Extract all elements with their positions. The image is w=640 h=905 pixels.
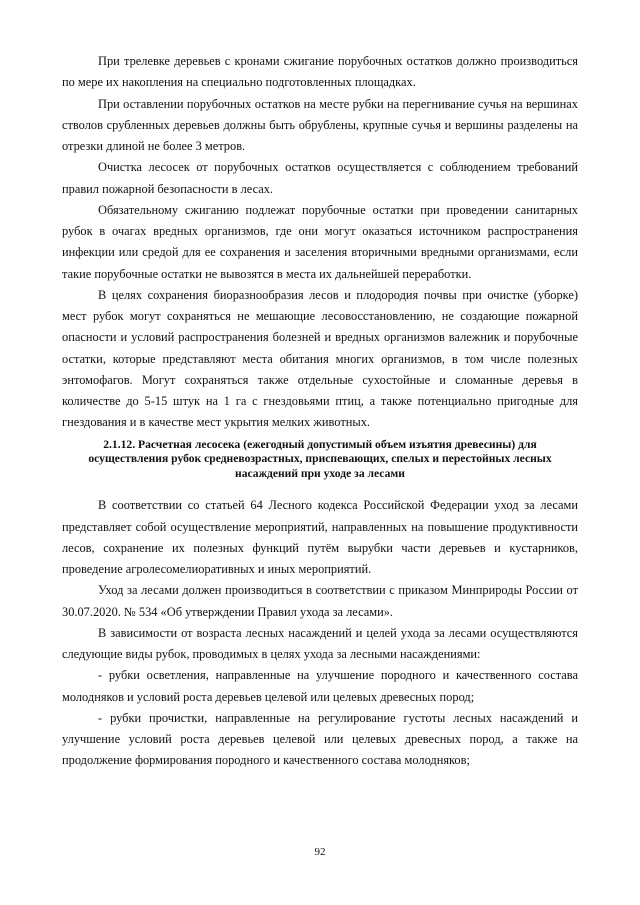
page-number: 92 bbox=[314, 846, 326, 858]
page-body bbox=[62, 51, 578, 772]
paragraph-order-534: Уход за лесами должен производиться в соответствии с приказом Минприроды России от 30.07.2020. № 534 «Об утверждении Правил ухода за лесами». bbox=[62, 583, 578, 619]
list-item-cleaning-cuttings: - рубки прочистки, направленные на регулирование густоты лесных насаждений и улучшение условий роста деревьев целевой или целевых древесных пород, а также на продолжение формирования породного и качественного состава молодняков; bbox=[62, 710, 578, 768]
paragraph-biodiversity: В целях сохранения биоразнообразия лесов и плодородия почвы при очистке (уборке) мест рубок могут сохраняться не мешающие лесовосстановлению, не создающие пожарной опасности и условий распространения болезней и вредных организмов валежник и порубочные остатки, которые представляют места обитания многих организмов, в том числе полезных энтомофагов. Могут сохраняться также отдельные сухостойные и сломанные деревья в количестве до 5-15 штук на 1 га с гнездовьями птиц, а также потенциально пригодные для гнездования и в качестве мест укрытия мелких животных. bbox=[62, 287, 578, 430]
paragraph-mandatory-burning: Обязательному сжиганию подлежат порубочные остатки при проведении санитарных рубок в очагах вредных организмов, где они могут оказаться источником распространения инфекции или средой для ее сохранения и заселения вторичными вредными организмами, если такие порубочные остатки не вывозятся в места их дальнейшей переработки. bbox=[62, 202, 578, 281]
paragraph-forest-code-article: В соответствии со статьей 64 Лесного кодекса Российской Федерации уход за лесами представляет собой осуществление мероприятий, направленных на повышение продуктивности лесов, сохранение их полезных функций путём вырубки части деревьев и кустарников, проведение агролесомелиоративных и иных мероприятий. bbox=[62, 498, 578, 577]
paragraph-leaving-residues: При оставлении порубочных остатков на месте рубки на перегнивание сучья на вершинах стволов срубленных деревьев должны быть обрублены, крупные сучья и вершины разделены на отрезки длиной не более 3 метров. bbox=[62, 96, 578, 153]
paragraph-types-of-thinning: В зависимости от возраста лесных насаждений и целей ухода за лесами осуществляются следующие виды рубок, проводимых в целях ухода за лесными насаждениями: bbox=[62, 625, 578, 662]
paragraph-cleaning-fire-safety: Очистка лесосек от порубочных остатков осуществляется с соблюдением требований правил пожарной безопасности в лесах. bbox=[62, 160, 578, 196]
heading-spacer bbox=[62, 487, 578, 495]
list-item-clearing-cuttings: - рубки осветления, направленные на улучшение породного и качественного состава молодняков и условий роста деревьев целевой или целевых древесных пород; bbox=[62, 668, 578, 704]
section-heading: 2.1.12. Расчетная лесосека (ежегодный допустимый объем изъятия древесины) для осуществления рубок средневозрастных, приспевающих, спелых и перестойных лесных насаждений при уходе за лесами bbox=[88, 437, 552, 480]
paragraph-burning-on-skidding: При трелевке деревьев с кронами сжигание порубочных остатков должно производиться по мере их накопления на специально подготовленных площадках. bbox=[62, 54, 578, 90]
